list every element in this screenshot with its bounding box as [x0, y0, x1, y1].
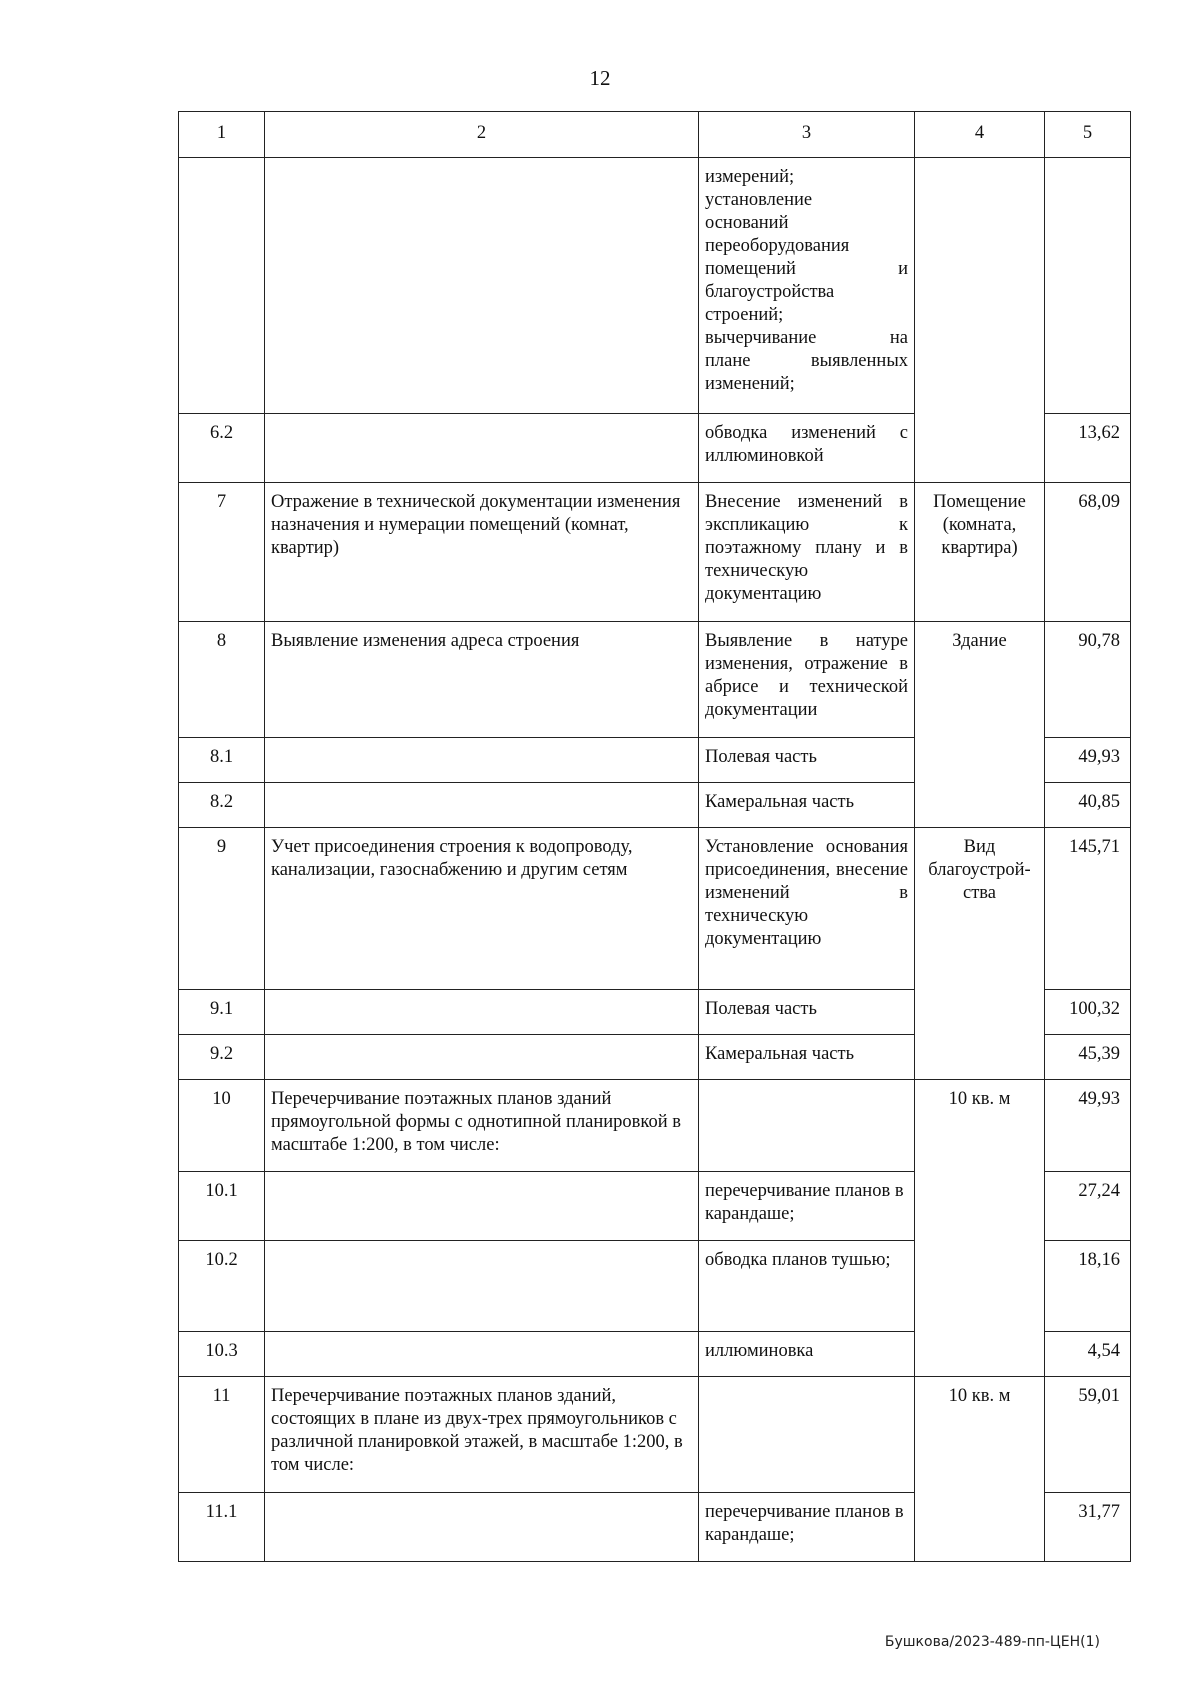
cell-num: 6.2	[179, 414, 265, 483]
cell-desc	[265, 158, 699, 414]
cell-num: 11.1	[179, 1493, 265, 1562]
cell-desc: Выявление изменения адреса строения	[265, 622, 699, 738]
cell-unit: 10 кв. м	[915, 1080, 1045, 1377]
header-col-4: 4	[915, 112, 1045, 158]
table-row-11	[179, 1377, 1131, 1493]
cell-work: Выявление в натуре изменения, отражение в абрисе и технической документации	[699, 622, 915, 738]
cell-work: обводка планов тушью;	[699, 1241, 915, 1332]
cell-desc	[265, 783, 699, 828]
table-row-9	[179, 828, 1131, 990]
cell-work: Камеральная часть	[699, 783, 915, 828]
cell-price: 45,39	[1045, 1035, 1131, 1080]
cell-desc	[265, 990, 699, 1035]
cell-num: 10.1	[179, 1172, 265, 1241]
cell-unit: Вид благоустрой-ства	[915, 828, 1045, 1080]
cell-price: 59,01	[1045, 1377, 1131, 1493]
page-number: 12	[589, 66, 611, 90]
cell-unit: 10 кв. м	[915, 1377, 1045, 1562]
cell-num: 8.2	[179, 783, 265, 828]
table-header-row	[179, 112, 1131, 158]
cell-num: 11	[179, 1377, 265, 1493]
cell-desc	[265, 1332, 699, 1377]
cell-price: 68,09	[1045, 483, 1131, 622]
cell-price: 40,85	[1045, 783, 1131, 828]
cell-price: 49,93	[1045, 738, 1131, 783]
cell-desc	[265, 1035, 699, 1080]
cell-price: 27,24	[1045, 1172, 1131, 1241]
cell-work: Полевая часть	[699, 990, 915, 1035]
header-col-3: 3	[699, 112, 915, 158]
table-row-10	[179, 1080, 1131, 1172]
header-col-2: 2	[265, 112, 699, 158]
cell-unit	[915, 158, 1045, 483]
cell-price: 90,78	[1045, 622, 1131, 738]
cell-num: 10.2	[179, 1241, 265, 1332]
cell-desc	[265, 1172, 699, 1241]
cell-work: Камеральная часть	[699, 1035, 915, 1080]
cell-work: Полевая часть	[699, 738, 915, 783]
cell-price: 13,62	[1045, 414, 1131, 483]
table-row-8	[179, 622, 1131, 738]
cell-price: 100,32	[1045, 990, 1131, 1035]
cell-desc: Учет присоединения строения к водопроводу, канализации, газоснабжению и другим сетям	[265, 828, 699, 990]
cell-price: 31,77	[1045, 1493, 1131, 1562]
cell-work	[699, 1080, 915, 1172]
cell-work: перечерчивание планов в карандаше;	[699, 1493, 915, 1562]
cell-price	[1045, 158, 1131, 414]
cell-price: 145,71	[1045, 828, 1131, 990]
cell-num: 8	[179, 622, 265, 738]
cell-desc	[265, 738, 699, 783]
cell-desc: Перечерчивание поэтажных планов зданий прямоугольной формы с однотипной планировкой в масштабе 1:200, в том числе:	[265, 1080, 699, 1172]
cell-desc	[265, 1241, 699, 1332]
cell-price: 18,16	[1045, 1241, 1131, 1332]
cell-desc	[265, 414, 699, 483]
cell-num: 9.2	[179, 1035, 265, 1080]
document-footer-id: Бушкова/2023-489-пп-ЦЕН(1)	[884, 1634, 1100, 1650]
cell-price: 49,93	[1045, 1080, 1131, 1172]
cell-num: 9	[179, 828, 265, 990]
table-row-continuation	[179, 158, 1131, 414]
cell-work: измерений; установление оснований переоборудования помещений и благоустройства строений; вычерчивание на плане выявленных изменений;	[699, 158, 915, 414]
cell-price: 4,54	[1045, 1332, 1131, 1377]
cell-unit: Здание	[915, 622, 1045, 828]
cell-work: иллюминовка	[699, 1332, 915, 1377]
cell-num: 9.1	[179, 990, 265, 1035]
cell-unit: Помещение (комната, квартира)	[915, 483, 1045, 622]
cell-num	[179, 158, 265, 414]
cell-desc: Перечерчивание поэтажных планов зданий, состоящих в плане из двух-трех прямоугольников с различной планировкой этажей, в масштабе 1:200, в том числе:	[265, 1377, 699, 1493]
cell-work: Внесение изменений в экспликацию к поэтажному плану и в техническую документацию	[699, 483, 915, 622]
table-row-7	[179, 483, 1131, 622]
cell-num: 8.1	[179, 738, 265, 783]
cell-work: перечерчивание планов в карандаше;	[699, 1172, 915, 1241]
tariff-table	[178, 111, 1131, 1562]
header-col-5: 5	[1045, 112, 1131, 158]
cell-desc: Отражение в технической документации изменения назначения и нумерации помещений (комнат, квартир)	[265, 483, 699, 622]
cell-desc	[265, 1493, 699, 1562]
cell-work: Установление основания присоединения, внесение изменений в техническую документацию	[699, 828, 915, 990]
cell-num: 7	[179, 483, 265, 622]
cell-num: 10	[179, 1080, 265, 1172]
cell-work: обводка изменений с иллюминовкой	[699, 414, 915, 483]
cell-num: 10.3	[179, 1332, 265, 1377]
header-col-1: 1	[179, 112, 265, 158]
cell-work	[699, 1377, 915, 1493]
